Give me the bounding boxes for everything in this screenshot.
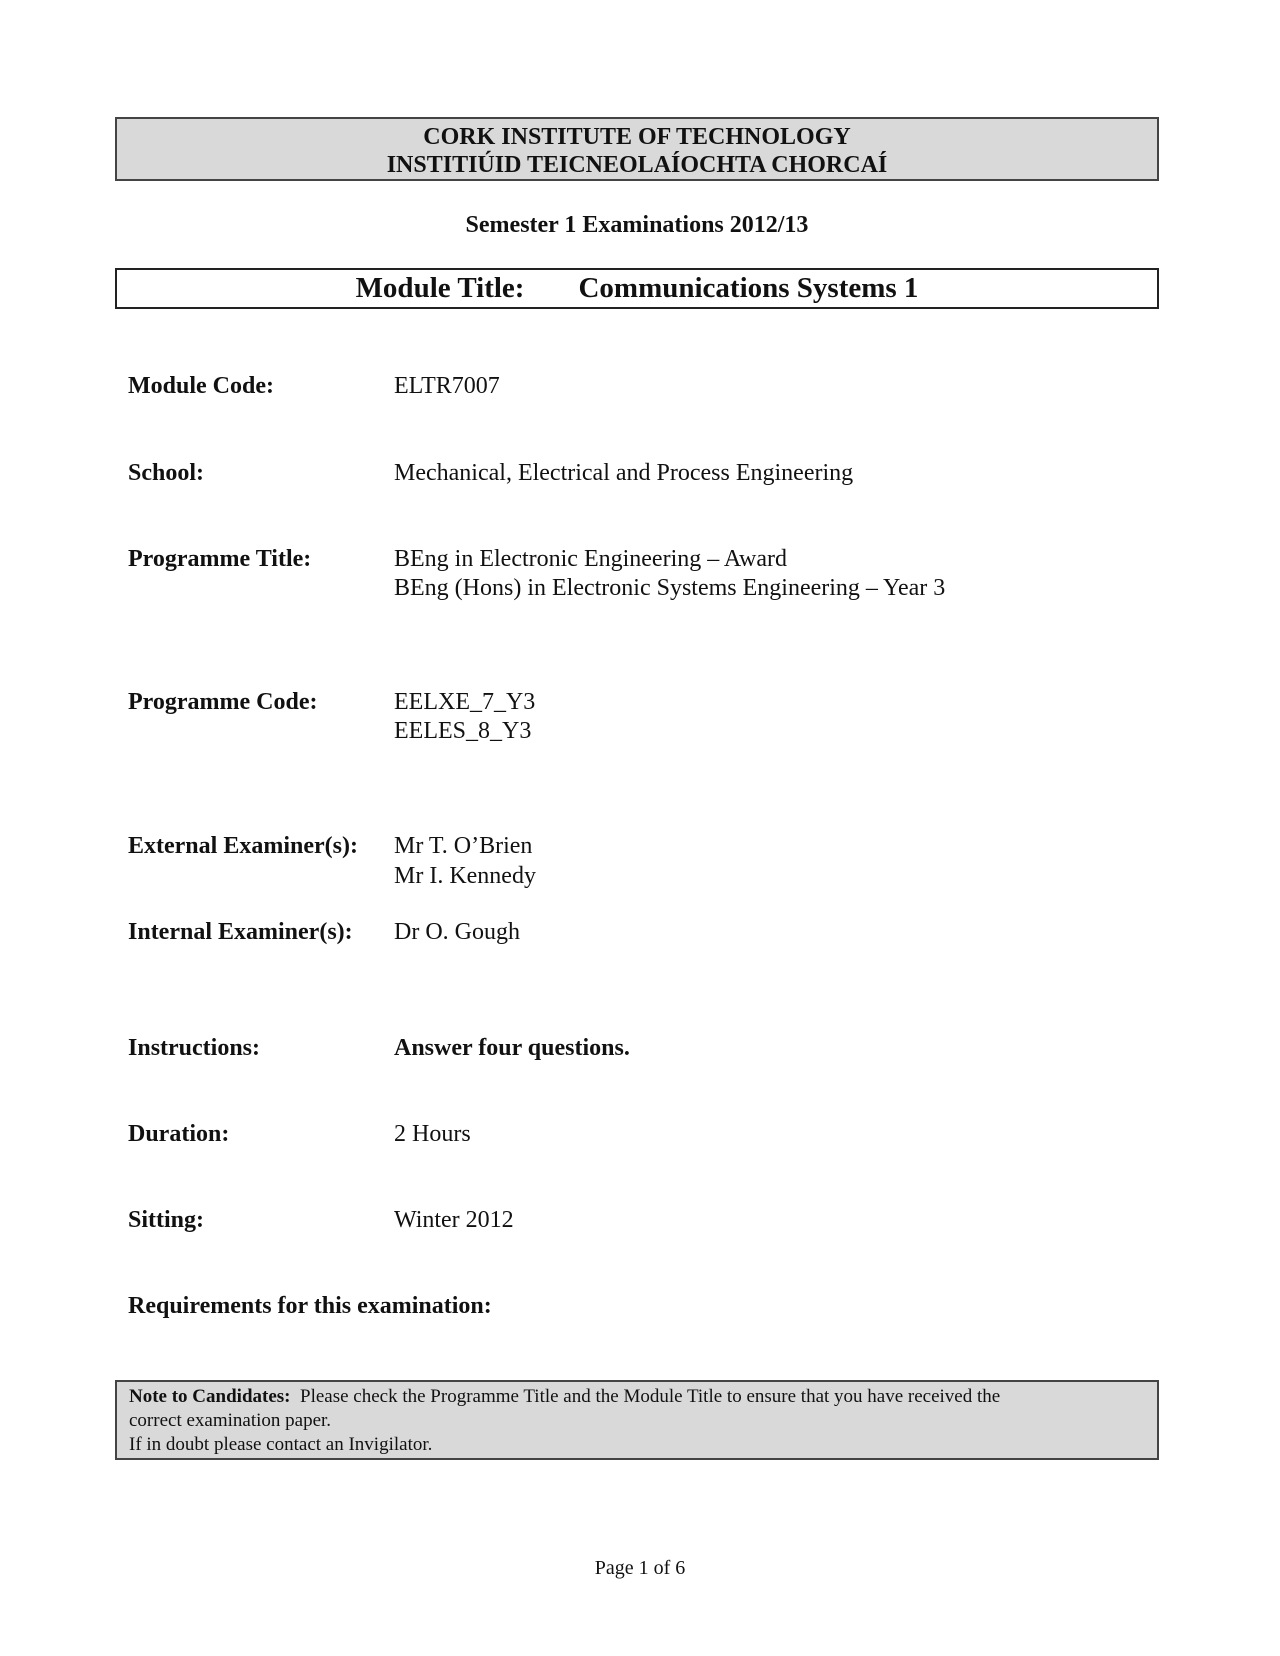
- school-value: Mechanical, Electrical and Process Engineering: [394, 460, 854, 486]
- external-examiner-2: Mr I. Kennedy: [394, 863, 536, 889]
- school-label: School:: [128, 460, 205, 486]
- programme-code-label: Programme Code:: [128, 689, 318, 715]
- exam-session-title: Semester 1 Examinations 2012/13: [465, 212, 809, 238]
- page-number: Page 1 of 6: [594, 1557, 686, 1579]
- module-title-label: Module Title:: [355, 272, 525, 304]
- module-title-value: Communications Systems 1: [578, 272, 919, 304]
- instructions-label: Instructions:: [128, 1035, 261, 1061]
- note-line-1: [129, 1385, 1145, 1409]
- duration-label: Duration:: [128, 1121, 230, 1147]
- internal-examiner-1: Dr O. Gough: [394, 919, 520, 945]
- note-label: Note to Candidates:: [129, 1386, 291, 1407]
- sitting-label: Sitting:: [128, 1207, 205, 1233]
- internal-examiners-label: Internal Examiner(s):: [128, 919, 353, 945]
- module-code-value: ELTR7007: [394, 373, 500, 399]
- external-examiners-label: External Examiner(s):: [128, 833, 358, 859]
- note-line-3: If in doubt please contact an Invigilator.: [129, 1434, 433, 1455]
- programme-title-value-1: BEng in Electronic Engineering – Award: [394, 546, 788, 572]
- institution-name-irish: INSTITIÚID TEICNEOLAÍOCHTA CHORCAÍ: [386, 152, 888, 178]
- module-title-box: [115, 268, 1159, 309]
- note-line-2: correct examination paper.: [129, 1410, 332, 1431]
- institution-header: [115, 117, 1159, 181]
- note-to-candidates-box: [115, 1380, 1159, 1460]
- duration-value: 2 Hours: [394, 1121, 471, 1147]
- programme-code-value-1: EELXE_7_Y3: [394, 689, 536, 715]
- module-code-label: Module Code:: [128, 373, 274, 399]
- programme-code-value-2: EELES_8_Y3: [394, 718, 532, 744]
- programme-title-value-2: BEng (Hons) in Electronic Systems Engineering – Year 3: [394, 575, 946, 601]
- programme-title-label: Programme Title:: [128, 546, 312, 572]
- requirements-heading: Requirements for this examination:: [128, 1293, 492, 1319]
- institution-name-english: CORK INSTITUTE OF TECHNOLOGY: [423, 124, 851, 150]
- sitting-value: Winter 2012: [394, 1207, 514, 1233]
- note-text: Please check the Programme Title and the Module Title to ensure that you have received the: [300, 1386, 1001, 1407]
- external-examiner-1: Mr T. O’Brien: [394, 833, 533, 859]
- instructions-value: Answer four questions.: [394, 1035, 630, 1061]
